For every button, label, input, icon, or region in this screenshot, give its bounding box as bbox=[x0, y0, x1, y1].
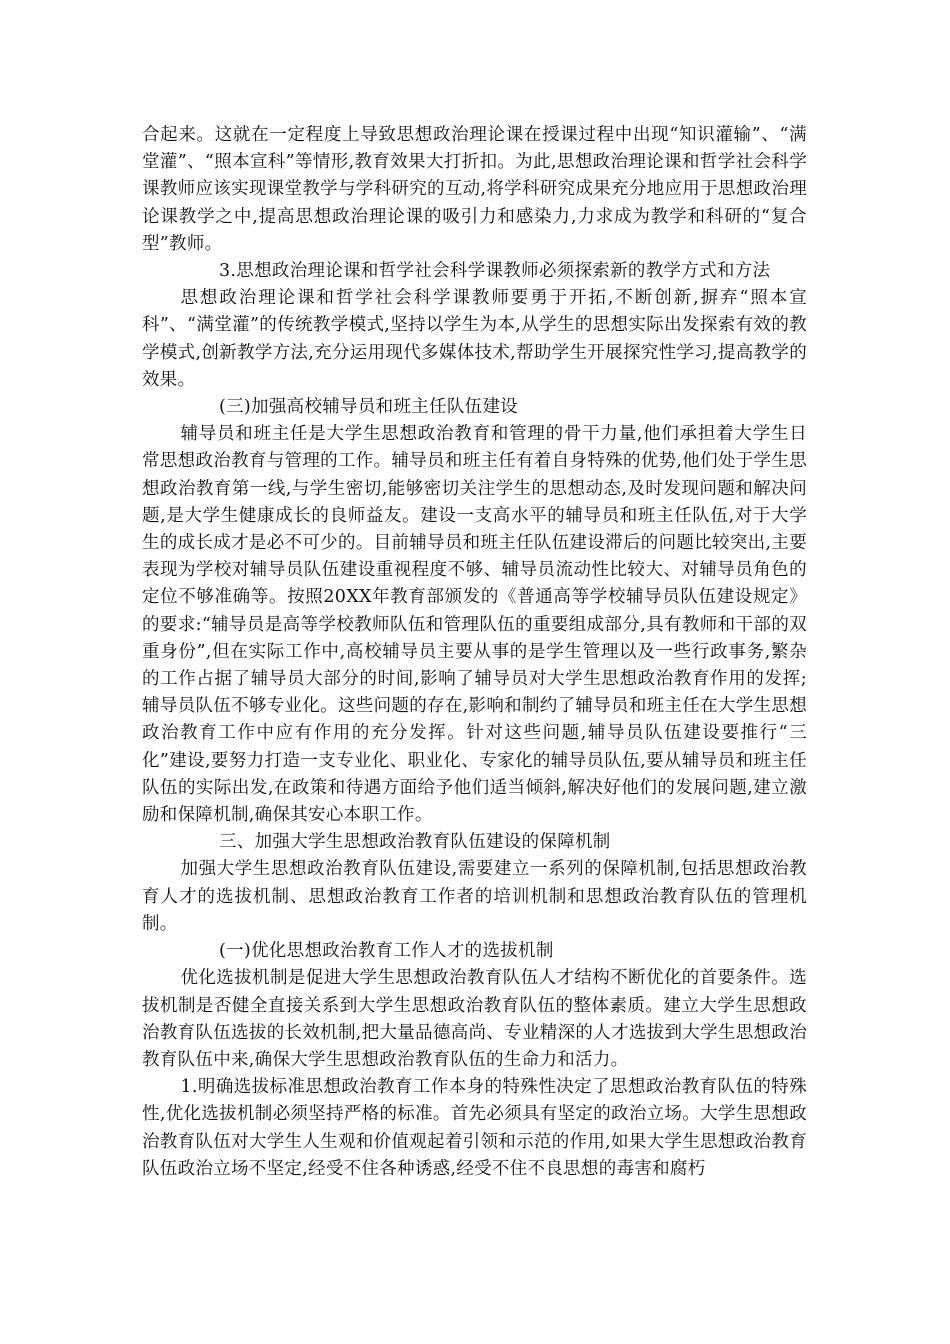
subheading-teaching-methods: 3.思想政治理论课和哲学社会科学课教师必须探索新的教学方式和方法 bbox=[219, 261, 771, 282]
section-heading-safeguard-mechanism: 三、加强大学生思想政治教育队伍建设的保障机制 bbox=[219, 832, 611, 853]
subheading-selection-mechanism: (一)优化思想政治教育工作人才的选拔机制 bbox=[219, 941, 554, 962]
paragraph-counselor-team: 辅导员和班主任是大学生思想政治教育和管理的骨干力量,他们承担着大学生日常思想政治教育与管理的工作。辅导员和班主任有着自身特殊的优势,他们处于学生思想政治教育第一线,与学生密切,能够密切关注学生的思想动态,及时发现问题和解决问题,是大学生健康成长的良师益友。建设一支高水平的辅导员和班主任队伍,对于大学生的成长成才是必不可少的。目前辅导员和班主任队伍建设滞后的问题比较突出,主要表现为学校对辅导员队伍建设重视程度不够、辅导员流动性比较大、对辅导员角色的定位不够准确等。按照20XX年教育部颁发的《普通高等学校辅导员队伍建设规定》的要求:“辅导员是高等学校教师队伍和管理队伍的重要组成部分,具有教师和干部的双重身份”,但在实际工作中,高校辅导员主要从事的是学生管理以及一些行政事务,繁杂的工作占据了辅导员大部分的时间,影响了辅导员对大学生思想政治教育作用的发挥;辅导员队伍不够专业化。这些问题的存在,影响和制约了辅导员和班主任在大学生思想政治教育工作中应有作用的充分发挥。针对这些问题,辅导员队伍建设要推行“三化”建设,要努力打造一支专业化、职业化、专家化的辅导员队伍,要从辅导员和班主任队伍的实际出发,在政策和待遇方面给予他们适当倾斜,解决好他们的发展问题,建立激励和保障机制,确保其安心本职工作。 bbox=[142, 424, 807, 826]
subheading-counselor-team: (三)加强高校辅导员和班主任队伍建设 bbox=[219, 397, 519, 418]
paragraph-teaching-methods: 思想政治理论课和哲学社会科学课教师要勇于开拓,不断创新,摒弃“照本宣科”、“满堂灌”的传统教学模式,坚持以学生为本,从学生的思想实际出发探索有效的教学模式,创新教学方法,充分运用现代多媒体技术,帮助学生开展探究性学习,提高教学的效果。 bbox=[142, 288, 807, 390]
document-body bbox=[142, 122, 807, 1183]
paragraph-selection-standards: 1.明确选拔标准思想政治教育工作本身的特殊性决定了思想政治教育队伍的特殊性,优化选拔机制必须坚持严格的标准。首先必须具有坚定的政治立场。大学生思想政治教育队伍对大学生人生观和价值观起着引领和示范的作用,如果大学生思想政治教育队伍政治立场不坚定,经受不住各种诱惑,经受不住不良思想的毒害和腐朽 bbox=[142, 1077, 807, 1179]
paragraph-selection-mechanism: 优化选拔机制是促进大学生思想政治教育队伍人才结构不断优化的首要条件。选拔机制是否健全直接关系到大学生思想政治教育队伍的整体素质。建立大学生思想政治教育队伍选拔的长效机制,把大量品德高尚、专业精深的人才选拔到大学生思想政治教育队伍中来,确保大学生思想政治教育队伍的生命力和活力。 bbox=[142, 968, 807, 1070]
paragraph-continuation: 合起来。这就在一定程度上导致思想政治理论课在授课过程中出现“知识灌输”、“满堂灌”、“照本宣科”等情形,教育效果大打折扣。为此,思想政治理论课和哲学社会科学课教师应该实现课堂教学与学科研究的互动,将学科研究成果充分地应用于思想政治理论课教学之中,提高思想政治理论课的吸引力和感染力,力求成为教学和科研的“复合型”教师。 bbox=[142, 125, 807, 254]
paragraph-safeguard-mechanism: 加强大学生思想政治教育队伍建设,需要建立一系列的保障机制,包括思想政治教育人才的选拔机制、思想政治教育工作者的培训机制和思想政治教育队伍的管理机制。 bbox=[142, 859, 807, 934]
